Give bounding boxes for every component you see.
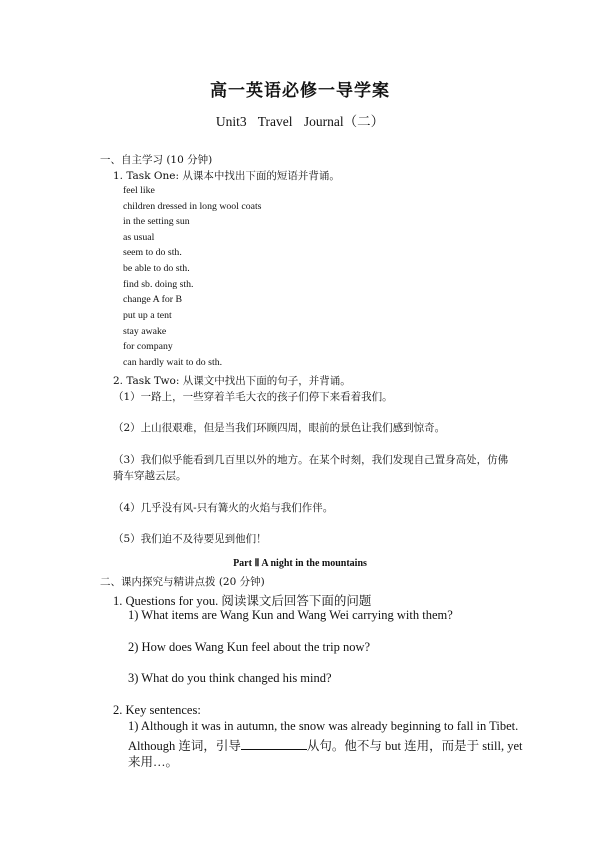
fill-in-blank[interactable]: [241, 738, 307, 750]
question-2: 2) How does Wang Kun feel about the trip now?: [128, 640, 371, 654]
sentence-3-line-2: 骑车穿越云层。: [113, 470, 187, 482]
task-two-instruction: 2. Task Two: 从课文中找出下面的句子，并背诵。: [113, 375, 351, 387]
document-subtitle: Unit3 Travel Journal（二）: [215, 114, 385, 129]
phrase-item: can hardly wait to do sth.: [123, 357, 223, 368]
phrase-item: feel like: [123, 185, 155, 196]
key-sentence-1-note-continued: 来用…。: [128, 755, 179, 769]
key-sentence-1-note-part-b: 从句。他不与 but 连用，而是于 still, yet: [306, 739, 523, 753]
phrase-item: seem to do sth.: [123, 247, 182, 258]
phrase-item: for company: [123, 341, 173, 352]
task-one-instruction: 1. Task One: 从课本中找出下面的短语并背诵。: [113, 170, 340, 182]
part-two-title: Part Ⅱ A night in the mountains: [233, 558, 367, 569]
phrase-item: find sb. doing sth.: [123, 279, 194, 290]
question-1: 1) What items are Wang Kun and Wang Wei carrying with them?: [128, 608, 453, 622]
phrase-item: be able to do sth.: [123, 263, 190, 274]
sentence-3-line-1: （3）我们似乎能看到几百里以外的地方。在某个时刻，我们发现自己置身高处，仿佛: [113, 454, 509, 466]
phrase-item: put up a tent: [123, 310, 172, 321]
phrase-item: children dressed in long wool coats: [123, 201, 262, 212]
sentence-4: （4）几乎没有风-只有篝火的火焰与我们作伴。: [113, 502, 334, 514]
sentence-5: （5）我们迫不及待要见到他们！: [113, 533, 267, 545]
sentence-2: （2）上山很艰难，但是当我们环顾四周，眼前的景色让我们感到惊奇。: [113, 422, 446, 434]
key-sentence-1-note: [128, 736, 523, 754]
phrase-item: change A for B: [123, 294, 183, 305]
phrase-item: stay awake: [123, 326, 167, 337]
sentence-1: （1）一路上，一些穿着羊毛大衣的孩子们停下来看着我们。: [113, 391, 393, 403]
section1-heading: 一、自主学习 (10 分钟): [100, 154, 213, 166]
key-sentence-1: 1) Although it was in autumn, the snow was already beginning to fall in Tibet.: [128, 719, 519, 733]
section2-heading: 二、课内探究与精讲点拨 (20 分钟): [100, 576, 265, 588]
key-sentence-1-note-part-a: Although 连词，引导: [128, 739, 241, 753]
phrase-item: as usual: [123, 232, 155, 243]
document-title: 高一英语必修一导学案: [210, 81, 390, 101]
phrase-item: in the setting sun: [123, 216, 190, 227]
question-3: 3) What do you think changed his mind?: [128, 671, 332, 685]
key-sentences-heading: 2. Key sentences:: [113, 703, 201, 717]
questions-heading: 1. Questions for you. 阅读课文后回答下面的问题: [113, 594, 372, 608]
